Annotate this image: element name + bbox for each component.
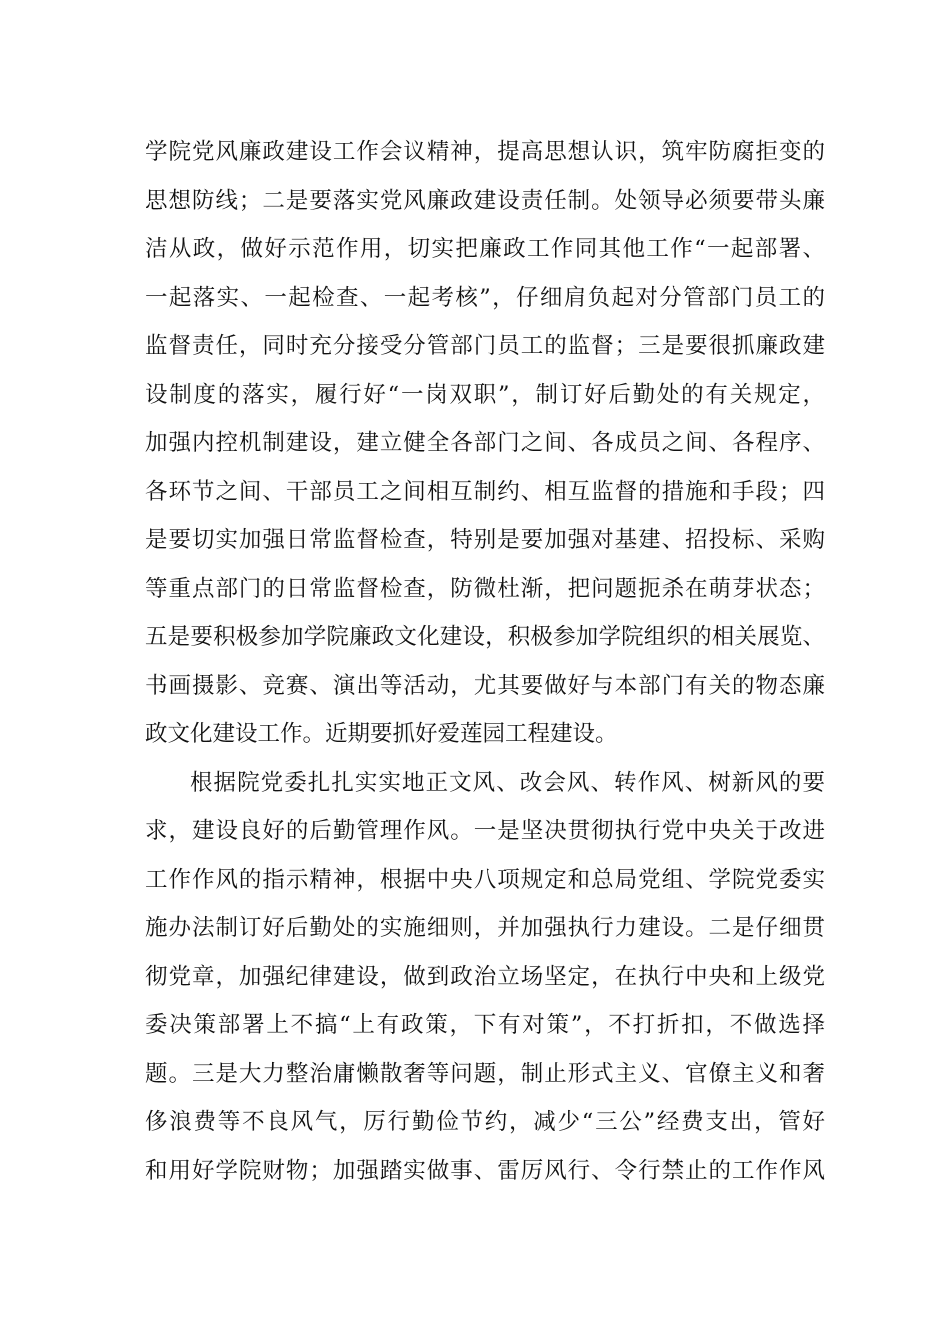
paragraph-2-line: 根据院党委扎扎实实地正文风、改会风、转作风、树新风的要 bbox=[190, 769, 825, 796]
paragraph-1-line: 五是要积极参加学院廉政文化建设，积极参加学院组织的相关展览、 bbox=[145, 624, 825, 650]
paragraph-2-line: 求，建设良好的后勤管理作风。一是坚决贯彻执行党中央关于改进 bbox=[145, 818, 825, 844]
paragraph-1-line: 洁从政，做好示范作用，切实把廉政工作同其他工作“一起部署、 bbox=[145, 236, 825, 262]
paragraph-2-line: 工作作风的指示精神，根据中央八项规定和总局党组、学院党委实 bbox=[145, 866, 825, 893]
paragraph-1-line: 设制度的落实，履行好“一岗双职”，制订好后勤处的有关规定， bbox=[145, 381, 825, 408]
paragraph-1 bbox=[145, 128, 825, 759]
paragraph-1-line: 政文化建设工作。近期要抓好爱莲园工程建设。 bbox=[145, 721, 618, 747]
paragraph-2-line: 施办法制订好后勤处的实施细则，并加强执行力建设。二是仔细贯 bbox=[145, 915, 825, 941]
paragraph-1-line: 各环节之间、干部员工之间相互制约、相互监督的措施和手段；四 bbox=[145, 478, 825, 505]
paragraph-1-line: 监督责任，同时充分接受分管部门员工的监督；三是要很抓廉政建 bbox=[145, 333, 825, 359]
paragraph-1-line: 加强内控机制建设，建立健全各部门之间、各成员之间、各程序、 bbox=[145, 430, 825, 456]
paragraph-1-line: 思想防线；二是要落实党风廉政建设责任制。处领导必须要带头廉 bbox=[145, 187, 825, 214]
paragraph-2 bbox=[145, 759, 825, 1196]
paragraph-2-line: 题。三是大力整治庸懒散奢等问题，制止形式主义、官僚主义和奢 bbox=[145, 1060, 825, 1087]
paragraph-2-line: 委决策部署上不搞“上有政策，下有对策”，不打折扣，不做选择 bbox=[145, 1012, 825, 1038]
paragraph-1-line: 是要切实加强日常监督检查，特别是要加强对基建、招投标、采购 bbox=[145, 527, 825, 553]
paragraph-1-line: 书画摄影、竞赛、演出等活动，尤其要做好与本部门有关的物态廉 bbox=[145, 672, 825, 699]
paragraph-2-line: 彻党章，加强纪律建设，做到政治立场坚定，在执行中央和上级党 bbox=[145, 963, 825, 990]
paragraph-2-line: 侈浪费等不良风气，厉行勤俭节约，减少“三公”经费支出，管好 bbox=[145, 1109, 825, 1135]
paragraph-1-line: 一起落实、一起检查、一起考核”，仔细肩负起对分管部门员工的 bbox=[145, 284, 825, 311]
paragraph-1-line: 等重点部门的日常监督检查，防微杜渐，把问题扼杀在萌芽状态； bbox=[145, 575, 825, 602]
paragraph-2-line: 和用好学院财物；加强踏实做事、雷厉风行、令行禁止的工作作风 bbox=[145, 1157, 825, 1184]
document-body bbox=[145, 128, 825, 1195]
paragraph-1-line: 学院党风廉政建设工作会议精神，提高思想认识，筑牢防腐拒变的 bbox=[145, 139, 825, 165]
